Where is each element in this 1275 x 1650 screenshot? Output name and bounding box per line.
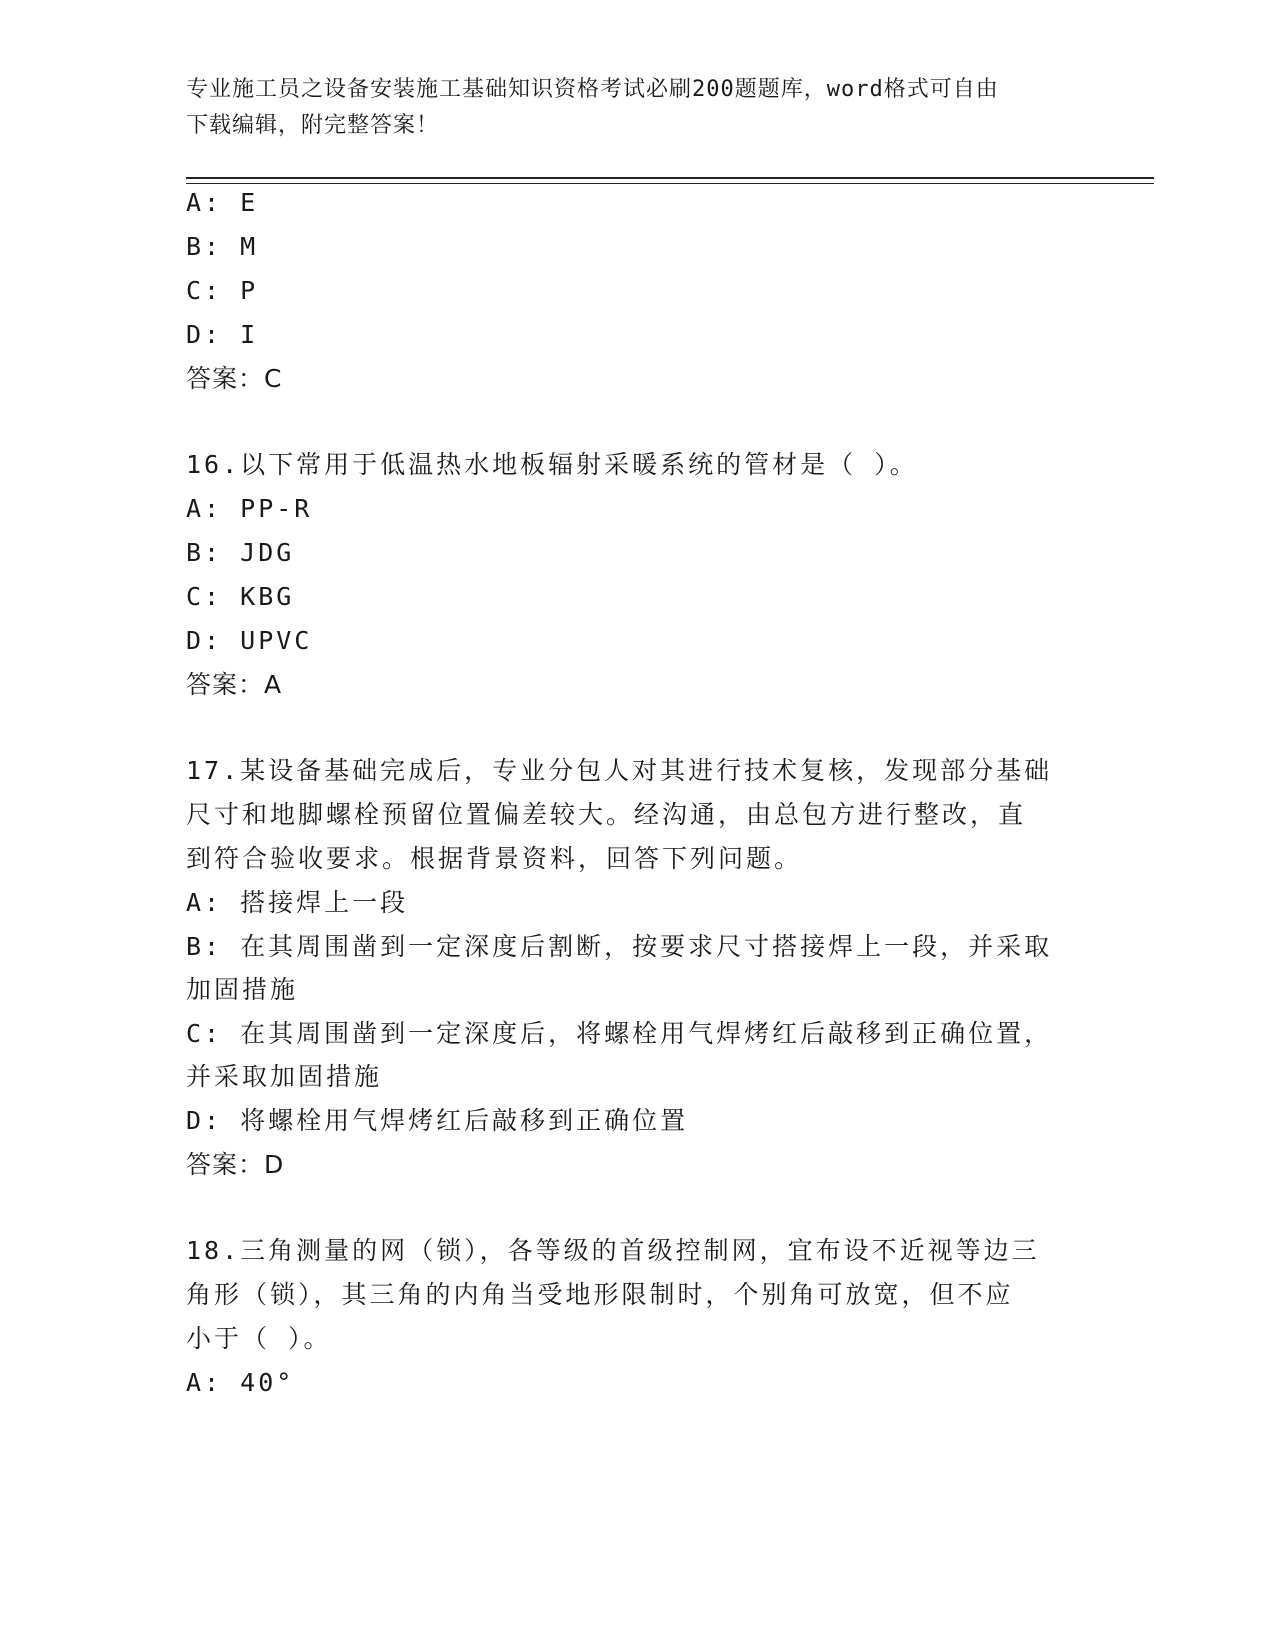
- q18-stem-line-3: 小于（ ）。: [186, 1324, 332, 1353]
- q17-option-a: A: 搭接焊上一段: [186, 888, 409, 917]
- q18-stem-line-2: 角形（锁），其三角的内角当受地形限制时，个别角可放宽，但不应: [186, 1280, 1014, 1309]
- q17-option-c-cont: 并采取加固措施: [186, 1062, 383, 1091]
- q17-answer: 答案：D: [186, 1150, 285, 1179]
- q17-option-b: B: 在其周围凿到一定深度后割断，按要求尺寸搭接焊上一段，并采取: [186, 932, 1053, 961]
- q16-answer: 答案：A: [186, 670, 283, 699]
- q17-option-b-cont: 加固措施: [186, 975, 299, 1004]
- header-rule-thick: [186, 177, 1154, 179]
- q16-option-c: C: KBG: [186, 582, 295, 611]
- q15-option-a: A: E: [186, 188, 259, 217]
- q16-option-b: B: JDG: [186, 538, 295, 567]
- document-header: [186, 72, 1066, 144]
- q17-stem-line-3: 到符合验收要求。根据背景资料，回答下列问题。: [186, 844, 803, 873]
- q17-option-d: D: 将螺栓用气焊烤红后敲移到正确位置: [186, 1106, 689, 1135]
- q15-answer: 答案：C: [186, 364, 283, 393]
- q16-option-a: A: PP-R: [186, 494, 313, 523]
- q18-option-a: A: 40°: [186, 1368, 295, 1397]
- q15-option-b: B: M: [186, 232, 259, 261]
- q16-stem: 16.以下常用于低温热水地板辐射采暖系统的管材是（ ）。: [186, 450, 918, 479]
- header-line-1: 专业施工员之设备安装施工基础知识资格考试必刷200题题库，word格式可自由: [186, 77, 999, 102]
- q16-option-d: D: UPVC: [186, 626, 313, 655]
- q17-option-c: C: 在其周围凿到一定深度后，将螺栓用气焊烤红后敲移到正确位置，: [186, 1019, 1053, 1048]
- header-rule-thin: [186, 183, 1154, 184]
- header-line-2: 下载编辑，附完整答案！: [186, 113, 440, 138]
- q15-option-c: C: P: [186, 276, 259, 305]
- q18-stem-line-1: 18.三角测量的网（锁），各等级的首级控制网，宜布设不近视等边三: [186, 1236, 1040, 1265]
- q15-option-d: D: I: [186, 320, 259, 349]
- q17-stem-line-2: 尺寸和地脚螺栓预留位置偏差较大。经沟通，由总包方进行整改，直: [186, 800, 1027, 829]
- q17-stem-line-1: 17.某设备基础完成后，专业分包人对其进行技术复核，发现部分基础: [186, 756, 1053, 785]
